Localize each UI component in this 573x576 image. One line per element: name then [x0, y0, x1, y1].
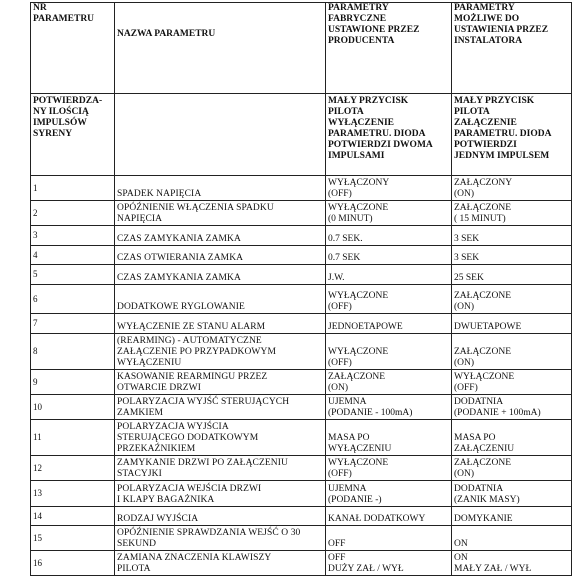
row-factory-value: ZAŁĄCZONE (ON)	[326, 370, 452, 395]
row-number: 16	[31, 551, 115, 576]
row-name: POLARYZACJA WYJŚĆ STERUJĄCYCH ZAMKIEM	[115, 395, 326, 420]
row-factory-value: WYŁĄCZONE (OFF)	[326, 285, 452, 314]
row-installer-value: ZAŁĄCZONY (ON)	[452, 176, 572, 201]
table-row	[31, 420, 572, 456]
row-name: CZAS ZAMYKANIA ZAMKA	[115, 226, 326, 246]
row-number: 9	[31, 370, 115, 395]
row-name: OPÓŹNIENIE WŁĄCZENIA SPADKU NAPIĘCIA	[115, 201, 326, 226]
row-factory-value: JEDNOETAPOWE	[326, 314, 452, 334]
row-factory-value: WYŁĄCZONE (OFF)	[326, 456, 452, 481]
table-row	[31, 334, 572, 370]
row-name: CZAS OTWIERANIA ZAMKA	[115, 246, 326, 265]
table-row	[31, 246, 572, 265]
row-factory-value: KANAŁ DODATKOWY	[326, 507, 452, 526]
row-number: 4	[31, 246, 115, 265]
table-row	[31, 201, 572, 226]
row-name: ZAMIANA ZNACZENIA KLAWISZY PILOTA	[115, 551, 326, 576]
row-number: 12	[31, 456, 115, 481]
row-name: ZAMYKANIE DRZWI PO ZAŁĄCZENIU STACYJKI	[115, 456, 326, 481]
row-installer-value: 3 SEK	[452, 226, 572, 246]
table-row	[31, 285, 572, 314]
row-installer-value: ZAŁĄCZONE ( 15 MINUT)	[452, 201, 572, 226]
row-number: 3	[31, 226, 115, 246]
parameters-table	[30, 2, 572, 576]
confirm-label: POTWIERDZA- NY ILOŚCIĄ IMPULSÓW SYRENY	[31, 94, 115, 176]
header-nr-parametru: NR PARAMETRU	[31, 3, 115, 94]
row-name: WYŁĄCZENIE ZE STANU ALARM	[115, 314, 326, 334]
row-name: RODZAJ WYJŚCIA	[115, 507, 326, 526]
row-number: 14	[31, 507, 115, 526]
row-name: KASOWANIE REARMINGU PRZEZ OTWARCIE DRZWI	[115, 370, 326, 395]
row-installer-value: DOMYKANIE	[452, 507, 572, 526]
row-installer-value: 3 SEK	[452, 246, 572, 265]
row-name: POLARYZACJA WEJŚCIA DRZWI I KLAPY BAGAŻNIKA	[115, 481, 326, 507]
table-row	[31, 481, 572, 507]
table-row	[31, 456, 572, 481]
table-row	[31, 526, 572, 551]
row-installer-value: ZAŁĄCZONE (ON)	[452, 456, 572, 481]
row-installer-value: DWUETAPOWE	[452, 314, 572, 334]
row-factory-value: UJEMNA (PODANIE -)	[326, 481, 452, 507]
row-installer-value: ZAŁĄCZONE (ON)	[452, 285, 572, 314]
confirm-empty-cell	[115, 94, 326, 176]
row-name: SPADEK NAPIĘCIA	[115, 176, 326, 201]
header-row	[31, 3, 572, 94]
row-factory-value: WYŁĄCZONE (OFF)	[326, 334, 452, 370]
row-number: 1	[31, 176, 115, 201]
row-name: (REARMING) - AUTOMATYCZNE ZAŁĄCZENIE PO PRZYPADKOWYM WYŁĄCZENIU	[115, 334, 326, 370]
row-installer-value: MASA PO ZAŁĄCZENIU	[452, 420, 572, 456]
header-parametry-fabryczne: PARAMETRY FABRYCZNE USTAWIONE PRZEZ PRODUCENTA	[326, 3, 452, 94]
table-row	[31, 314, 572, 334]
row-number: 2	[31, 201, 115, 226]
header-parametry-instalatora: PARAMETRY MOŻLIWE DO USTAWIENIA PRZEZ INSTALATORA	[452, 3, 572, 94]
table-row	[31, 551, 572, 576]
row-installer-value: ON	[452, 526, 572, 551]
row-number: 8	[31, 334, 115, 370]
row-number: 7	[31, 314, 115, 334]
row-number: 13	[31, 481, 115, 507]
row-number: 5	[31, 265, 115, 285]
table-row	[31, 507, 572, 526]
row-name: POLARYZACJA WYJŚCIA STERUJĄCEGO DODATKOWYM PRZEKAŹNIKIEM	[115, 420, 326, 456]
row-number: 6	[31, 285, 115, 314]
row-installer-value: WYŁĄCZONE (OFF)	[452, 370, 572, 395]
row-installer-value: 25 SEK	[452, 265, 572, 285]
row-factory-value: 0.7 SEK.	[326, 226, 452, 246]
row-factory-value: OFF DUŻY ZAŁ / WYŁ	[326, 551, 452, 576]
header-nazwa-parametru: NAZWA PARAMETRU	[115, 3, 326, 94]
row-factory-value: J.W.	[326, 265, 452, 285]
row-name: CZAS ZAMYKANIA ZAMKA	[115, 265, 326, 285]
confirm-factory: MAŁY PRZYCISK PILOTA WYŁĄCZENIE PARAMETRU. DIODA POTWIERDZI DWOMA IMPULSAMI	[326, 94, 452, 176]
table-row	[31, 226, 572, 246]
row-factory-value: OFF	[326, 526, 452, 551]
row-number: 15	[31, 526, 115, 551]
table-row	[31, 265, 572, 285]
row-number: 11	[31, 420, 115, 456]
row-factory-value: 0.7 SEK	[326, 246, 452, 265]
row-name: OPÓŹNIENIE SPRAWDZANIA WEJŚĆ O 30 SEKUND	[115, 526, 326, 551]
row-factory-value: WYŁĄCZONE (0 MINUT)	[326, 201, 452, 226]
table-row	[31, 370, 572, 395]
row-factory-value: UJEMNA (PODANIE - 100mA)	[326, 395, 452, 420]
row-installer-value: ON MAŁY ZAŁ / WYŁ	[452, 551, 572, 576]
row-number: 10	[31, 395, 115, 420]
confirm-row	[31, 94, 572, 176]
confirm-installer: MAŁY PRZYCISK PILOTA ZAŁĄCZENIE PARAMETRU. DIODA POTWIERDZI JEDNYM IMPULSEM	[452, 94, 572, 176]
table-row	[31, 395, 572, 420]
row-factory-value: WYŁĄCZONY (OFF)	[326, 176, 452, 201]
row-factory-value: MASA PO WYŁĄCZENIU	[326, 420, 452, 456]
row-installer-value: DODATNIA (ZANIK MASY)	[452, 481, 572, 507]
row-installer-value: DODATNIA (PODANIE + 100mA)	[452, 395, 572, 420]
table-row	[31, 176, 572, 201]
row-name: DODATKOWE RYGLOWANIE	[115, 285, 326, 314]
row-installer-value: ZAŁĄCZONE (ON)	[452, 334, 572, 370]
